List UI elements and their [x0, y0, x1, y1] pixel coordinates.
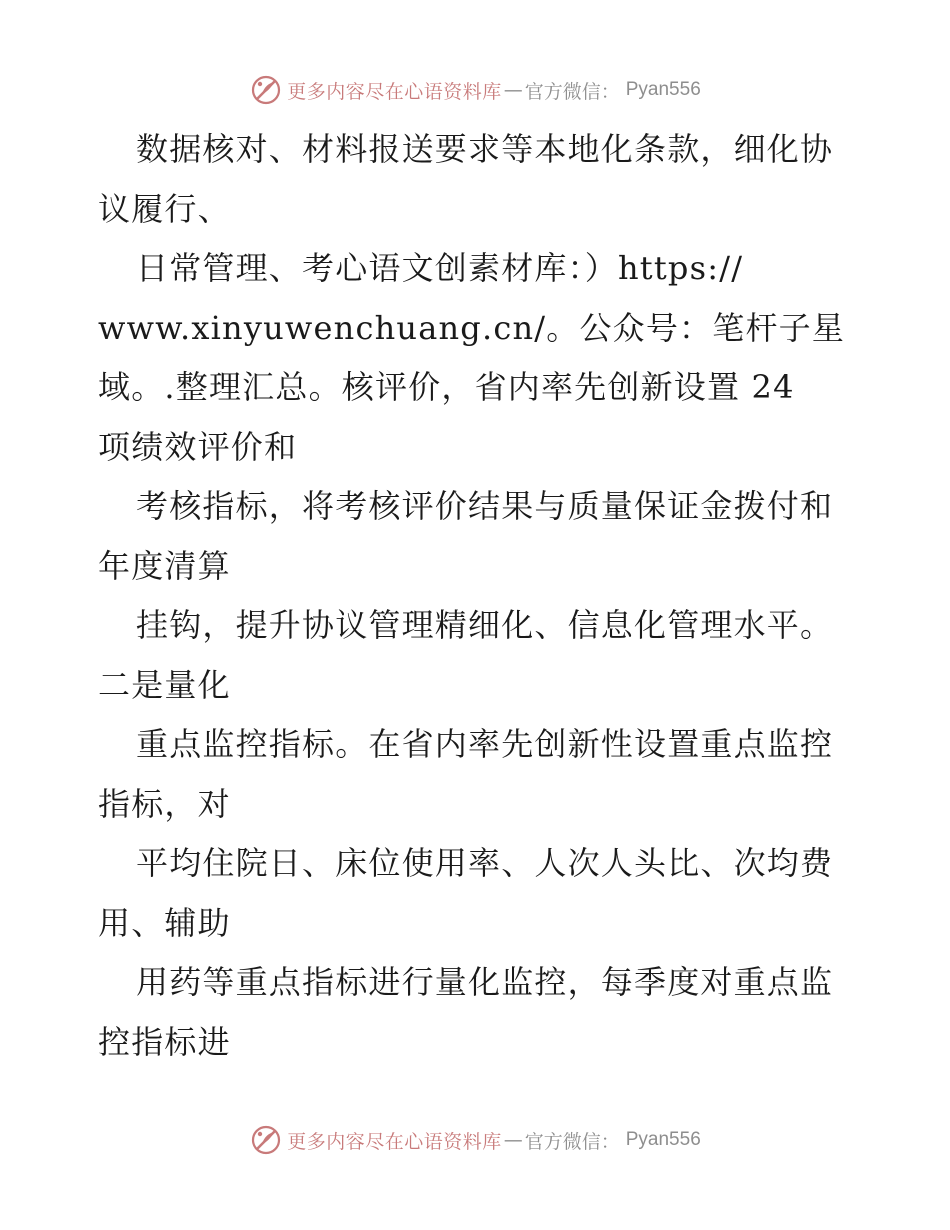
watermark-separator: —: [503, 1129, 523, 1151]
text-line: 议履行、: [98, 189, 231, 228]
text-line: 二是量化: [98, 665, 231, 704]
quill-pen-logo-icon: [249, 1123, 283, 1157]
text-line: 域。.整理汇总。核评价，省内率先创新设置 24: [98, 368, 795, 406]
watermark-wechat-handle: Pyan556: [625, 1129, 701, 1150]
watermark-site-text: 更多内容尽在心语资料库: [287, 1130, 502, 1153]
quill-pen-logo-icon: [249, 73, 283, 107]
watermark-wechat-label: 官方微信：: [524, 80, 620, 103]
text-line: 日常管理、考心语文创素材库：）https://: [136, 249, 744, 287]
footer-watermark: [0, 1120, 950, 1160]
watermark-wechat-handle: Pyan556: [625, 79, 701, 100]
text-line: 用药等重点指标进行量化监控，每季度对重点监: [136, 963, 834, 1001]
text-line: 重点监控指标。在省内率先创新性设置重点监控: [136, 725, 834, 763]
watermark-separator: —: [503, 79, 523, 101]
document-body: [98, 120, 858, 1072]
header-watermark: [0, 70, 950, 110]
text-line: 指标，对: [98, 784, 231, 823]
text-line: 数据核对、材料报送要求等本地化条款，细化协: [136, 130, 834, 168]
text-line: 控指标进: [98, 1022, 231, 1061]
watermark-wechat-label: 官方微信：: [524, 1130, 620, 1153]
text-line: 平均住院日、床位使用率、人次人头比、次均费: [136, 844, 834, 882]
text-line: 挂钩，提升协议管理精细化、信息化管理水平。: [136, 606, 834, 644]
text-line: www.xinyuwenchuang.cn/。公众号：笔杆子星: [98, 308, 846, 347]
text-line: 用、辅助: [98, 903, 231, 942]
text-line: 项绩效评价和: [98, 427, 298, 466]
text-line: 考核指标，将考核评价结果与质量保证金拨付和: [136, 487, 834, 525]
watermark-site-text: 更多内容尽在心语资料库: [287, 80, 502, 103]
text-line: 年度清算: [98, 546, 231, 585]
